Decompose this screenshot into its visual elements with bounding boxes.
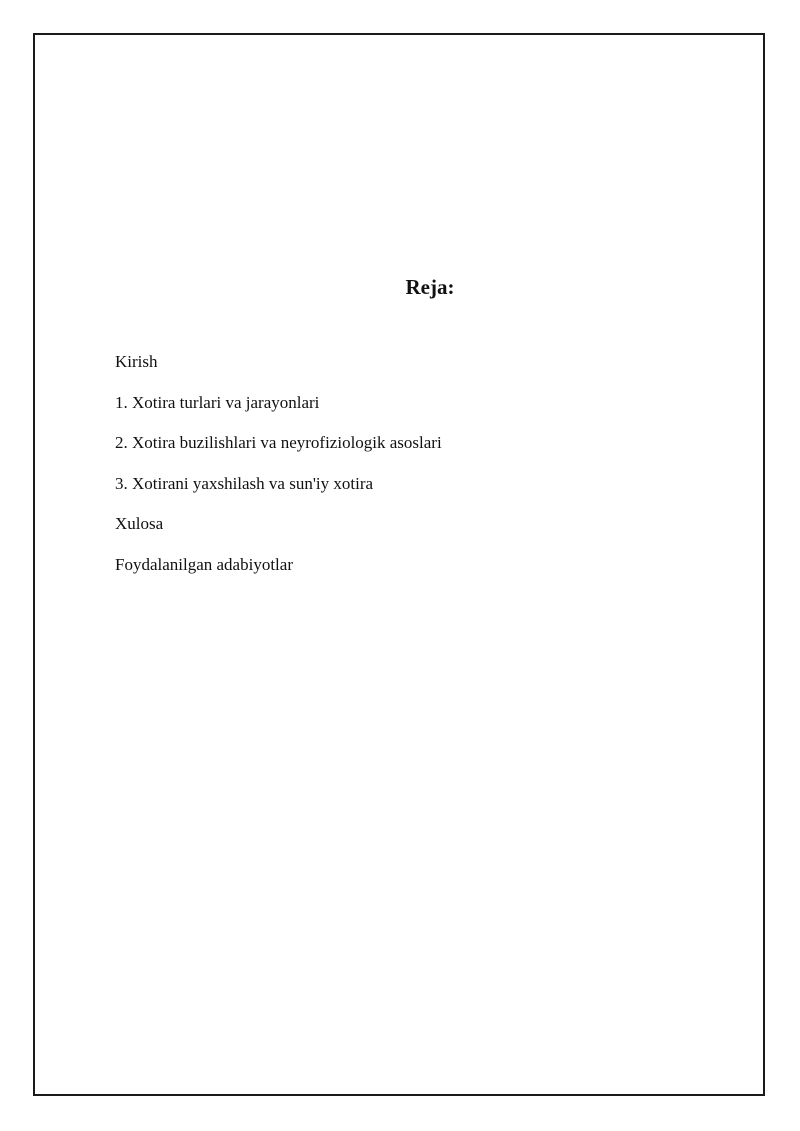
plan-item-references: Foydalanilgan adabiyotlar [115, 554, 293, 574]
page-title: Reja: [405, 275, 455, 299]
plan-item-introduction: Kirish [115, 352, 158, 371]
plan-item-chapter-3: 3. Xotirani yaxshilash va sun'iy xotira [115, 473, 374, 493]
plan-item-conclusion: Xulosa [115, 514, 164, 534]
plan-item-chapter-1: 1. Xotira turlari va jarayonlari [115, 392, 320, 412]
plan-list [115, 350, 442, 594]
plan-item-chapter-2: 2. Xotira buzilishlari va neyrofiziologik asoslari [115, 433, 442, 453]
